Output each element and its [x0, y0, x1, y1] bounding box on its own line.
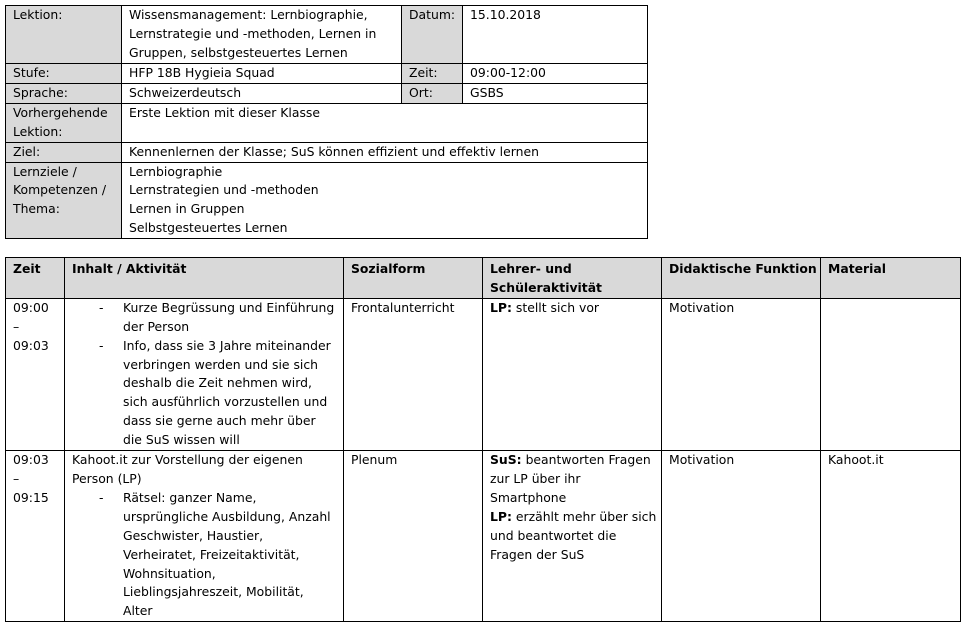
- sus-label: SuS:: [490, 452, 522, 468]
- zeit-value: 09:00-12:00: [463, 63, 648, 83]
- ziel-label: Ziel:: [6, 142, 122, 162]
- ort-value: GSBS: [463, 83, 648, 103]
- header-aktivitaet: Lehrer- und Schüleraktivität: [483, 258, 662, 299]
- header-inhalt: Inhalt / Aktivität: [65, 258, 344, 299]
- lp-label: LP:: [490, 508, 512, 524]
- lektion-label: Lektion:: [6, 6, 122, 64]
- datum-value: 15.10.2018: [463, 6, 648, 64]
- lektion-value: Wissensmanagement: Lernbiographie, Lernstrategie und -methoden, Lernen in Gruppen, selbstgesteuertes Lernen: [122, 6, 402, 64]
- sprache-value: Schweizerdeutsch: [122, 83, 402, 103]
- row1-sozialform: Frontalunterricht: [344, 298, 483, 450]
- stufe-value: HFP 18B Hygieia Squad: [122, 63, 402, 83]
- lp-text: stellt sich vor: [511, 299, 600, 315]
- table-row: [6, 451, 961, 622]
- header-funktion: Didaktische Funktion: [662, 258, 821, 299]
- row2-inhalt: Kahoot.it zur Vorstellung der eigenen Person (LP) - Rätsel: ganzer Name, ursprüngliche Ausbildung, Anzahl Geschwister, Haustier, Verheiratet, Freizeitaktivität, Wohnsituation, Lieblingsjahreszeit, Mobilität, Alter: [65, 451, 344, 622]
- row1-inhalt: [65, 298, 344, 450]
- list-item: - Info, dass sie 3 Jahre miteinander verbringen werden und sie sich deshalb die Zeit nehmen wird, sich ausführlich vorzustellen und dass sie gerne auch mehr über die SuS wissen will: [72, 337, 343, 450]
- sprache-label: Sprache:: [6, 83, 122, 103]
- row2-aktivitaet: SuS: beantworten Fragen zur LP über ihr Smartphone LP: erzählt mehr über sich und beantwortet die Fragen der SuS: [483, 451, 662, 622]
- row1-material: [821, 298, 961, 450]
- lernziele-value: Lernbiographie Lernstrategien und -methoden Lernen in Gruppen Selbstgesteuertes Lernen: [122, 162, 648, 239]
- vorher-label: Vorhergehende Lektion:: [6, 103, 122, 142]
- header-sozialform: Sozialform: [344, 258, 483, 299]
- row2-material: Kahoot.it: [821, 451, 961, 622]
- row2-sozialform: Plenum: [344, 451, 483, 622]
- ziel-value: Kennenlernen der Klasse; SuS können effizient und effektiv lernen: [122, 142, 648, 162]
- list-item: - Rätsel: ganzer Name, ursprüngliche Ausbildung, Anzahl Geschwister, Haustier, Verheiratet, Freizeitaktivität, Wohnsituation, Lieblingsjahreszeit, Mobilität, Alter: [72, 489, 343, 621]
- vorher-value: Erste Lektion mit dieser Klasse: [122, 103, 648, 142]
- row1-zeit: 09:00 – 09:03: [6, 298, 65, 450]
- header-zeit: Zeit: [6, 258, 65, 299]
- list-item: - Kurze Begrüssung und Einführung der Person: [72, 299, 343, 337]
- lesson-plan-table: [5, 257, 961, 622]
- row1-bullet-list: [72, 299, 343, 450]
- row2-funktion: Motivation: [662, 451, 821, 622]
- stufe-label: Stufe:: [6, 63, 122, 83]
- row2-bullet-list: [72, 489, 343, 621]
- zeit-label: Zeit:: [402, 63, 463, 83]
- table-row: [6, 298, 961, 450]
- header-material: Material: [821, 258, 961, 299]
- ort-label: Ort:: [402, 83, 463, 103]
- plan-header-row: [6, 258, 961, 299]
- lesson-info-table: [5, 5, 648, 239]
- row1-aktivitaet: [483, 298, 662, 450]
- row1-funktion: Motivation: [662, 298, 821, 450]
- datum-label: Datum:: [402, 6, 463, 64]
- row2-zeit: 09:03 – 09:15: [6, 451, 65, 622]
- lernziele-label: Lernziele / Kompetenzen / Thema:: [6, 162, 122, 239]
- lp-label: LP:: [490, 299, 512, 315]
